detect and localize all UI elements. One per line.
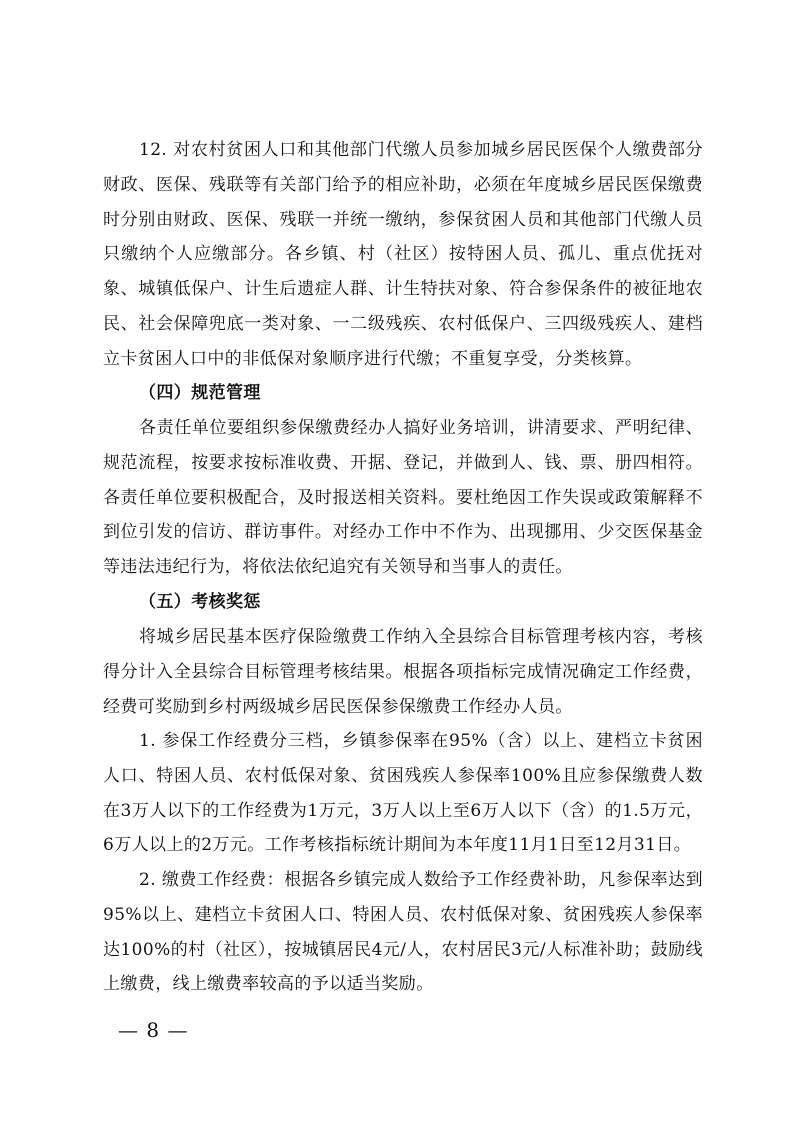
section-heading-standard-management: （四）规范管理 <box>139 383 261 403</box>
page-number: — 8 — <box>118 1018 189 1042</box>
paragraph-standard-management: 各责任单位要组织参保缴费经办人搞好业务培训，讲清要求、严明纪律、规范流程，按要求按标准收费、开据、登记，并做到人、钱、票、册四相符。各责任单位要积极配合，及时报送相关资料。要杜绝因工作失误或政策解释不到位引发的信访、群访事件。对经办工作中不作为、出现挪用、少交医保基金等违法违纪行为，将依法依纪追究有关领导和当事人的责任。 <box>103 418 703 578</box>
section-heading-assessment-rewards: （五）考核奖惩 <box>139 592 261 612</box>
paragraph-item-1-participation-funds: 1. 参保工作经费分三档，乡镇参保率在95%（含）以上、建档立卡贫困人口、特困人员、农村低保对象、贫困残疾人参保率100%且应参保缴费人数在3万人以下的工作经费为1万元，3万人以上至6万人以下（含）的1.5万元，6万人以上的2万元。工作考核指标统计期间为本年度11月1日至12月31日。 <box>103 731 703 856</box>
paragraph-assessment-rewards: 将城乡居民基本医疗保险缴费工作纳入全县综合目标管理考核内容，考核得分计入全县综合目标管理考核结果。根据各项指标完成情况确定工作经费，经费可奖励到乡村两级城乡居民医保参保缴费工作经办人员。 <box>103 627 703 717</box>
paragraph-item-2-payment-funds: 2. 缴费工作经费：根据各乡镇完成人数给予工作经费补助，凡参保率达到95%以上、建档立卡贫困人口、特困人员、农村低保对象、贫困残疾人参保率达100%的村（社区），按城镇居民4元/人，农村居民3元/人标准补助；鼓励线上缴费，线上缴费率较高的予以适当奖励。 <box>103 870 703 995</box>
paragraph-item-12: 12. 对农村贫困人口和其他部门代缴人员参加城乡居民医保个人缴费部分财政、医保、残联等有关部门给予的相应补助，必须在年度城乡居民医保缴费时分别由财政、医保、残联一并统一缴纳，参保贫困人员和其他部门代缴人员只缴纳个人应缴部分。各乡镇、村（社区）按特困人员、孤儿、重点优抚对象、城镇低保户、计生后遗症人群、计生特扶对象、符合参保条件的被征地农民、社会保障兜底一类对象、一二级残疾、农村低保户、三四级残疾人、建档立卡贫困人口中的非低保对象顺序进行代缴；不重复享受，分类核算。 <box>103 140 703 369</box>
